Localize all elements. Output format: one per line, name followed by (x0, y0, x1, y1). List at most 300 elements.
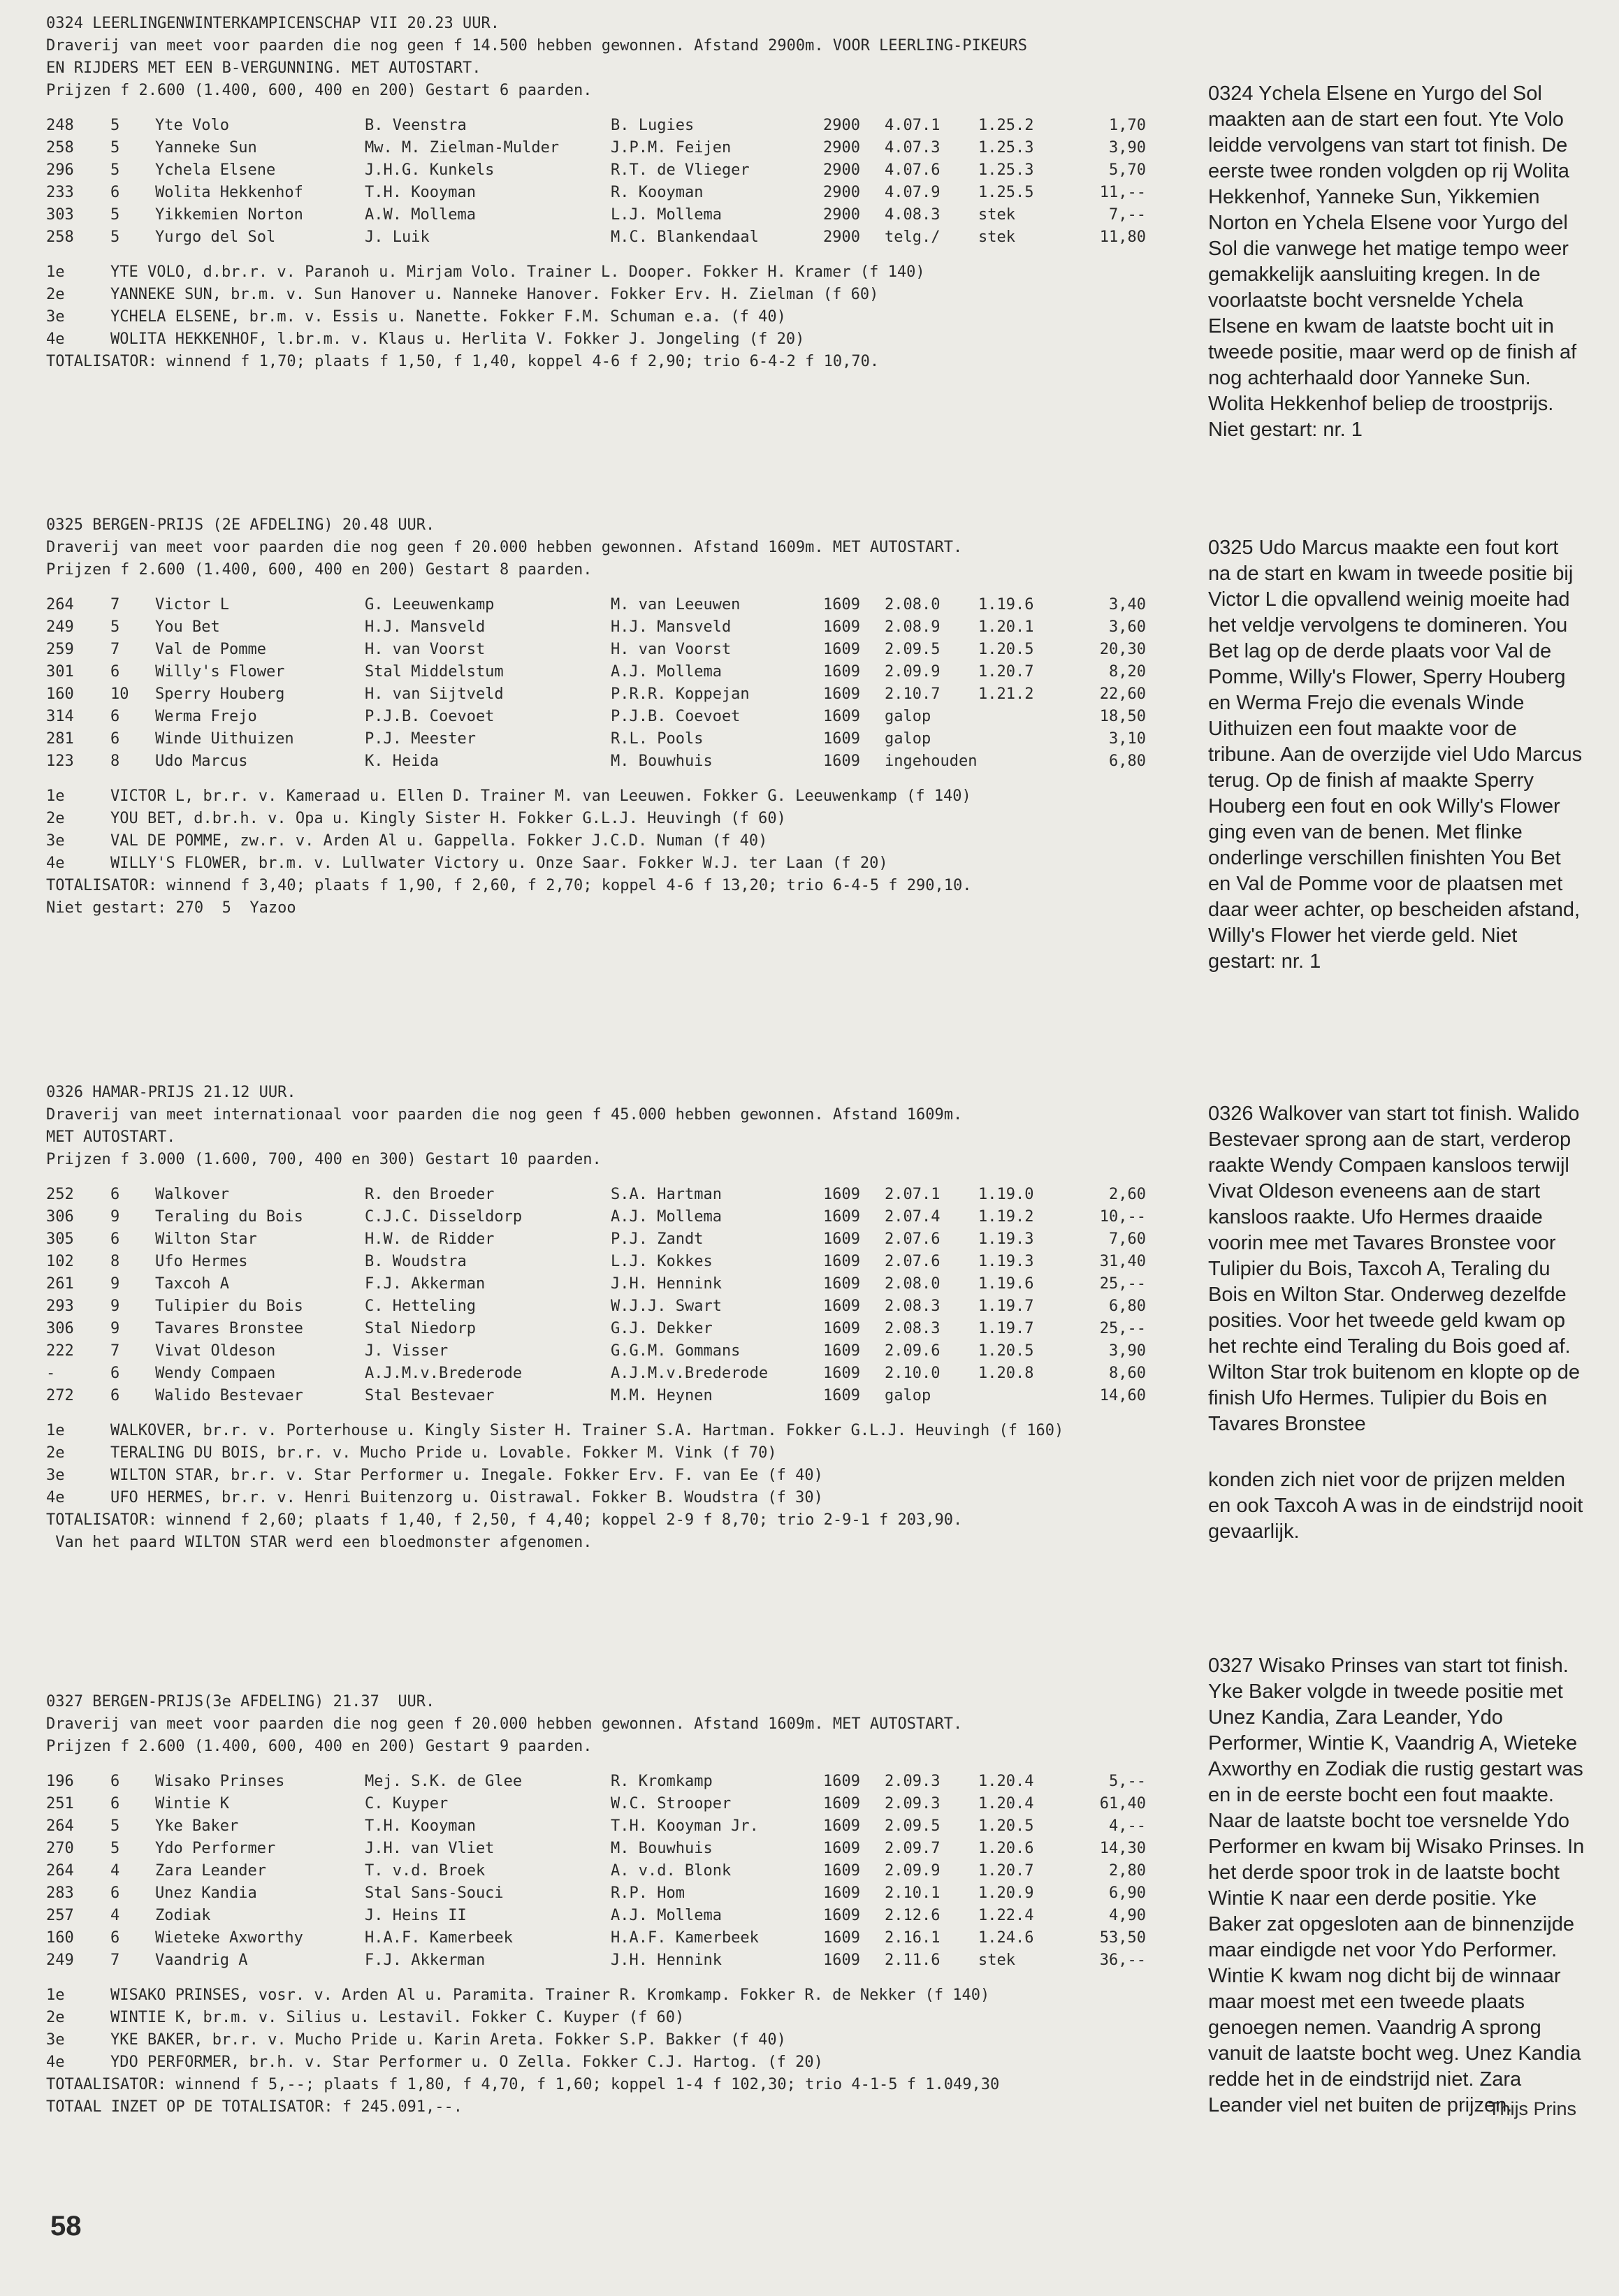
distance: 1609 (823, 1952, 860, 1969)
distance: 1609 (823, 1862, 860, 1880)
finish-time: galop (885, 730, 931, 748)
race-condition-line: EN RIJDERS MET EEN B-VERGUNNING. MET AUTOSTART. (46, 59, 481, 77)
age: 10 (110, 685, 129, 703)
finish-time: 2.09.7 (885, 1840, 941, 1857)
horse-name: Winde Uithuizen (155, 730, 294, 748)
distance: 1609 (823, 1186, 860, 1203)
place-rank: 1e (46, 1986, 65, 2004)
place-description: WILLY'S FLOWER, br.m. v. Lullwater Victory u. Onze Saar. Fokker W.J. ter Laan (f 20) (110, 855, 888, 872)
placing-line (46, 830, 1220, 852)
start-number: 249 (46, 618, 74, 636)
distance: 2900 (823, 139, 860, 157)
table-row (46, 1206, 1146, 1228)
place-rank: 3e (46, 308, 65, 326)
table-row (46, 1295, 1146, 1318)
payout: 14,30 (1099, 1840, 1146, 1857)
age: 9 (110, 1208, 120, 1226)
distance: 2900 (823, 117, 860, 134)
place-description: VAL DE POMME, zw.r. v. Arden Al u. Gappella. Fokker J.C.D. Numan (f 40) (110, 832, 768, 850)
place-rank: 4e (46, 330, 65, 348)
rider: R.T. de Vlieger (611, 161, 750, 179)
finish-time: 2.12.6 (885, 1907, 941, 1924)
finish-time: 2.07.4 (885, 1208, 941, 1226)
owner: T. v.d. Broek (365, 1862, 486, 1880)
age: 6 (110, 1795, 120, 1812)
start-number: 252 (46, 1186, 74, 1203)
place-description: UFO HERMES, br.r. v. Henri Buitenzorg u. Oistrawal. Fokker B. Woudstra (f 30) (110, 1489, 823, 1506)
payout: 5,-- (1109, 1773, 1146, 1790)
race-condition-line: Prijzen f 2.600 (1.400, 600, 400 en 200) Gestart 6 paarden. (46, 82, 593, 99)
owner: T.H. Kooyman (365, 184, 476, 201)
owner: J. Heins II (365, 1907, 467, 1924)
payout: 11,-- (1099, 184, 1146, 201)
placing-line (46, 1984, 1220, 2007)
km-time: 1.20.4 (978, 1773, 1034, 1790)
owner: P.J.B. Coevoet (365, 708, 495, 725)
payout: 8,20 (1109, 663, 1146, 681)
race-0325 (46, 514, 1220, 920)
distance: 1609 (823, 1387, 860, 1404)
age: 8 (110, 1253, 120, 1270)
finish-time: 2.08.3 (885, 1320, 941, 1337)
owner: J.H. van Vliet (365, 1840, 495, 1857)
age: 5 (110, 117, 120, 134)
owner: P.J. Meester (365, 730, 476, 748)
distance: 2900 (823, 161, 860, 179)
rider: J.P.M. Feijen (611, 139, 732, 157)
horse-name: Vivat Oldeson (155, 1342, 276, 1360)
start-number: - (46, 1365, 56, 1382)
owner: J. Luik (365, 228, 430, 246)
placings (46, 1420, 1220, 1554)
age: 6 (110, 730, 120, 748)
start-number: 102 (46, 1253, 74, 1270)
race-condition-line: Draverij van meet voor paarden die nog geen f 14.500 hebben gewonnen. Afstand 2900m. VOOR LEERLING-PIKEURS (46, 37, 1027, 55)
placing-line (46, 1487, 1220, 1509)
km-time: 1.25.5 (978, 184, 1034, 201)
place-description: VICTOR L, br.r. v. Kameraad u. Ellen D. Trainer M. van Leeuwen. Fokker G. Leeuwenkamp (f 140) (110, 787, 971, 805)
rider: R. Kooyman (611, 184, 704, 201)
payout: 11,80 (1099, 228, 1146, 246)
table-row (46, 1882, 1146, 1905)
place-description: YANNEKE SUN, br.m. v. Sun Hanover u. Nanneke Hanover. Fokker Erv. H. Zielman (f 60) (110, 286, 879, 303)
race-condition-line: Draverij van meet internationaal voor paarden die nog geen f 45.000 hebben gewonnen. Afstand 1609m. (46, 1106, 963, 1124)
distance: 1609 (823, 1320, 860, 1337)
rider: L.J. Kokkes (611, 1253, 713, 1270)
placing-line (46, 328, 1220, 351)
horse-name: Walkover (155, 1186, 229, 1203)
rider: W.J.J. Swart (611, 1298, 722, 1315)
km-time: 1.20.4 (978, 1795, 1034, 1812)
report-text: 0325 Udo Marcus maakte een fout kort na de start en kwam in tweede positie bij Victor L die opvallend weinig moeite had het veldje vervolgens te domineren. You Bet lag op de derde plaats voor Val de Pomme, Willy's Flower, Sperry Houberg en Werma Frejo die evenals Winde Uithuizen een fout maakte voor de tribune. Aan de overzijde viel Udo Marcus terug. Op de finish af maakte Sperry Houberg een fout en ook Willy's Flower ging even van de benen. Met flinke onderlinge verschillen finishten You Bet en Val de Pomme voor de plaatsen met daar weer achter, op bescheiden afstand, Willy's Flower het vierde geld. Niet gestart: nr. 1 (1208, 537, 1583, 973)
start-number: 261 (46, 1275, 74, 1293)
start-number: 301 (46, 663, 74, 681)
km-time: 1.20.6 (978, 1840, 1034, 1857)
race-0327 (46, 1691, 1220, 2119)
place-rank: 1e (46, 787, 65, 805)
start-number: 160 (46, 1929, 74, 1947)
rider: R. Kromkamp (611, 1773, 713, 1790)
placings (46, 785, 1220, 920)
horse-name: You Bet (155, 618, 220, 636)
page-number: 58 (50, 2211, 82, 2241)
table-row (46, 1949, 1146, 1972)
race-title: 0324 LEERLINGENWINTERKAMPICENSCHAP VII 20.23 UUR. (46, 15, 500, 32)
km-time (978, 750, 1062, 773)
place-rank: 2e (46, 810, 65, 827)
placing-line (46, 785, 1220, 808)
distance: 1609 (823, 663, 860, 681)
race-report-0324 (1208, 81, 1585, 443)
distance: 2900 (823, 184, 860, 201)
km-time: 1.22.4 (978, 1907, 1034, 1924)
owner: J.H.G. Kunkels (365, 161, 495, 179)
rider: M. Bouwhuis (611, 1840, 713, 1857)
horse-name: Wendy Compaen (155, 1365, 276, 1382)
table-row (46, 1905, 1146, 1927)
race-0324 (46, 13, 1220, 373)
rider: S.A. Hartman (611, 1186, 722, 1203)
start-number: 248 (46, 117, 74, 134)
owner: Mw. M. Zielman-Mulder (365, 139, 560, 157)
payout: 3,40 (1109, 596, 1146, 613)
horse-name: Taxcoh A (155, 1275, 229, 1293)
distance: 1609 (823, 596, 860, 613)
start-number: 281 (46, 730, 74, 748)
distance: 1609 (823, 1298, 860, 1315)
distance: 1609 (823, 1275, 860, 1293)
payout: 3,90 (1109, 1342, 1146, 1360)
payout: 3,60 (1109, 618, 1146, 636)
horse-name: Yikkemien Norton (155, 206, 303, 224)
horse-name: Zodiak (155, 1907, 211, 1924)
distance: 1609 (823, 685, 860, 703)
finish-time: 2.10.1 (885, 1884, 941, 1902)
owner: C. Kuyper (365, 1795, 449, 1812)
km-time (978, 1385, 1062, 1407)
race-header (46, 13, 1220, 102)
placings (46, 1984, 1220, 2119)
race-condition-line: Draverij van meet voor paarden die nog geen f 20.000 hebben gewonnen. Afstand 1609m. MET AUTOSTART. (46, 1715, 963, 1733)
age: 6 (110, 1929, 120, 1947)
finish-time: 2.09.3 (885, 1773, 941, 1790)
race-header (46, 1691, 1220, 1758)
km-time: 1.20.1 (978, 618, 1034, 636)
table-row (46, 1927, 1146, 1949)
payout: 31,40 (1099, 1253, 1146, 1270)
owner: R. den Broeder (365, 1186, 495, 1203)
km-time: 1.19.7 (978, 1298, 1034, 1315)
horse-name: Yanneke Sun (155, 139, 257, 157)
owner: B. Woudstra (365, 1253, 467, 1270)
horse-name: Ychela Elsene (155, 161, 276, 179)
age: 5 (110, 139, 120, 157)
rider: W.C. Strooper (611, 1795, 732, 1812)
rider: G.J. Dekker (611, 1320, 713, 1337)
finish-time: 4.07.6 (885, 161, 941, 179)
payout: 61,40 (1099, 1795, 1146, 1812)
place-description: WALKOVER, br.r. v. Porterhouse u. Kingly Sister H. Trainer S.A. Hartman. Fokker G.L.J. Heuvingh (f 160) (110, 1422, 1064, 1439)
rider: G.G.M. Gommans (611, 1342, 741, 1360)
payout: 6,80 (1109, 1298, 1146, 1315)
table-row (46, 1363, 1146, 1385)
start-number: 293 (46, 1298, 74, 1315)
report-text: 0326 Walkover van start tot finish. Walido Bestevaer sprong aan de start, verderop raakte Wendy Compaen kansloos terwijl Vivat Oldeson eveneens aan de start kansloos raakte. Ufo Hermes draaide voorin mee met Tavares Bronstee voor Tulipier du Bois, Taxcoh A, Teraling du Bois en Wilton Star. Onderweg dezelfde posities. Voor het tweede geld kwam op het rechte eind Teraling du Bois goed af. Wilton Star trok buitenom en klopte op de finish Ufo Hermes. Tulipier du Bois en Tavares Bronstee (1208, 1103, 1580, 1435)
rider: J.H. Hennink (611, 1275, 722, 1293)
owner: F.J. Akkerman (365, 1952, 486, 1969)
horse-name: Wieteke Axworthy (155, 1929, 303, 1947)
age: 6 (110, 1387, 120, 1404)
horse-name: Vaandrig A (155, 1952, 248, 1969)
finish-time: 2.07.1 (885, 1186, 941, 1203)
km-time: 1.19.2 (978, 1208, 1034, 1226)
place-rank: 4e (46, 1489, 65, 1506)
age: 6 (110, 1884, 120, 1902)
payout: 4,-- (1109, 1817, 1146, 1835)
start-number: 249 (46, 1952, 74, 1969)
distance: 1609 (823, 1253, 860, 1270)
horse-name: Walido Bestevaer (155, 1387, 303, 1404)
age: 6 (110, 1230, 120, 1248)
payout: 18,50 (1099, 708, 1146, 725)
km-time: 1.19.6 (978, 1275, 1034, 1293)
age: 5 (110, 206, 120, 224)
payout: 3,90 (1109, 139, 1146, 157)
horse-name: Victor L (155, 596, 229, 613)
age: 6 (110, 1365, 120, 1382)
table-row (46, 115, 1146, 137)
age: 5 (110, 228, 120, 246)
km-time: 1.21.2 (978, 685, 1034, 703)
finish-time: 2.11.6 (885, 1952, 941, 1969)
rider: R.L. Pools (611, 730, 704, 748)
distance: 1609 (823, 1884, 860, 1902)
start-number: 233 (46, 184, 74, 201)
place-description: YOU BET, d.br.h. v. Opa u. Kingly Sister H. Fokker G.L.J. Heuvingh (f 60) (110, 810, 786, 827)
payout: 6,90 (1109, 1884, 1146, 1902)
start-number: 160 (46, 685, 74, 703)
placing-line (46, 306, 1220, 328)
results-table (46, 1771, 1146, 1972)
distance: 1609 (823, 641, 860, 658)
finish-time: 2.10.0 (885, 1365, 941, 1382)
finish-time: 2.09.5 (885, 1817, 941, 1835)
age: 9 (110, 1275, 120, 1293)
horse-name: Wolita Hekkenhof (155, 184, 303, 201)
table-row (46, 204, 1146, 226)
age: 4 (110, 1907, 120, 1924)
payout: 2,60 (1109, 1186, 1146, 1203)
distance: 1609 (823, 1907, 860, 1924)
finish-time: telg./ (885, 228, 941, 246)
table-row (46, 1228, 1146, 1251)
totalisator-line: TOTALISATOR: winnend f 3,40; plaats f 1,90, f 2,60, f 2,70; koppel 4-6 f 13,20; trio 6-4-5 f 290,10. (46, 877, 972, 894)
race-note: TOTAAL INZET OP DE TOTALISATOR: f 245.091,--. (46, 2098, 463, 2116)
place-rank: 3e (46, 2031, 65, 2049)
results-table (46, 115, 1146, 249)
age: 5 (110, 1840, 120, 1857)
start-number: 296 (46, 161, 74, 179)
km-time (978, 728, 1062, 750)
km-time: 1.25.3 (978, 161, 1034, 179)
payout: 3,10 (1109, 730, 1146, 748)
place-description: YDO PERFORMER, br.h. v. Star Performer u. O Zella. Fokker C.J. Hartog. (f 20) (110, 2054, 823, 2071)
start-number: 306 (46, 1320, 74, 1337)
start-number: 283 (46, 1884, 74, 1902)
race-title: 0325 BERGEN-PRIJS (2E AFDELING) 20.48 UUR. (46, 516, 435, 534)
race-condition-line: Prijzen f 2.600 (1.400, 600, 400 en 200) Gestart 9 paarden. (46, 1738, 593, 1755)
km-time: 1.20.7 (978, 1862, 1034, 1880)
rider: A.J.M.v.Brederode (611, 1365, 769, 1382)
author-signature: Thijs Prins (1488, 2098, 1577, 2119)
finish-time: 2.09.9 (885, 1862, 941, 1880)
distance: 1609 (823, 708, 860, 725)
age: 7 (110, 641, 120, 658)
start-number: 258 (46, 228, 74, 246)
horse-name: Val de Pomme (155, 641, 266, 658)
start-number: 306 (46, 1208, 74, 1226)
payout: 25,-- (1099, 1320, 1146, 1337)
table-row (46, 159, 1146, 182)
owner: T.H. Kooyman (365, 1817, 476, 1835)
owner: Stal Middelstum (365, 663, 504, 681)
km-time: 1.20.5 (978, 1342, 1034, 1360)
horse-name: Wintie K (155, 1795, 229, 1812)
placing-line (46, 284, 1220, 306)
rider: B. Lugies (611, 117, 695, 134)
totalisator-line: TOTALISATOR: winnend f 2,60; plaats f 1,40, f 2,50, f 4,40; koppel 2-9 f 8,70; trio 2-9-1 f 203,90. (46, 1511, 963, 1529)
placing-line (46, 261, 1220, 284)
distance: 1609 (823, 730, 860, 748)
start-number: 270 (46, 1840, 74, 1857)
distance: 1609 (823, 1365, 860, 1382)
rider: J.H. Hennink (611, 1952, 722, 1969)
payout: 5,70 (1109, 161, 1146, 179)
rider: T.H. Kooyman Jr. (611, 1817, 759, 1835)
table-row (46, 706, 1146, 728)
placing-line (46, 2007, 1220, 2029)
start-number: 222 (46, 1342, 74, 1360)
km-time: stek (978, 228, 1015, 246)
table-row (46, 1184, 1146, 1206)
finish-time: galop (885, 708, 931, 725)
horse-name: Zara Leander (155, 1862, 266, 1880)
rider: M.M. Heynen (611, 1387, 713, 1404)
distance: 1609 (823, 1929, 860, 1947)
km-time: 1.24.6 (978, 1929, 1034, 1947)
table-row (46, 728, 1146, 750)
km-time: 1.19.3 (978, 1253, 1034, 1270)
owner: H.A.F. Kamerbeek (365, 1929, 513, 1947)
place-rank: 2e (46, 1444, 65, 1462)
finish-time: 4.08.3 (885, 206, 941, 224)
start-number: 259 (46, 641, 74, 658)
finish-time: 2.08.3 (885, 1298, 941, 1315)
table-row (46, 182, 1146, 204)
km-time: 1.20.5 (978, 641, 1034, 658)
start-number: 123 (46, 753, 74, 770)
rider: R.P. Hom (611, 1884, 685, 1902)
place-rank: 4e (46, 855, 65, 872)
horse-name: Teraling du Bois (155, 1208, 303, 1226)
distance: 2900 (823, 206, 860, 224)
finish-time: 2.08.9 (885, 618, 941, 636)
placing-line (46, 852, 1220, 875)
age: 6 (110, 184, 120, 201)
distance: 1609 (823, 1208, 860, 1226)
start-number: 305 (46, 1230, 74, 1248)
place-description: WOLITA HEKKENHOF, l.br.m. v. Klaus u. Herlita V. Fokker J. Jongeling (f 20) (110, 330, 805, 348)
km-time: 1.19.7 (978, 1320, 1034, 1337)
owner: H.J. Mansveld (365, 618, 486, 636)
finish-time: 2.07.6 (885, 1230, 941, 1248)
payout: 1,70 (1109, 117, 1146, 134)
payout: 2,80 (1109, 1862, 1146, 1880)
rider: L.J. Mollema (611, 206, 722, 224)
place-rank: 1e (46, 263, 65, 281)
race-title: 0327 BERGEN-PRIJS(3e AFDELING) 21.37 UUR. (46, 1693, 435, 1710)
owner: K. Heida (365, 753, 439, 770)
report-text: 0327 Wisako Prinses van start tot finish. Yke Baker volgde in tweede positie met Unez Kandia, Zara Leander, Ydo Performer, Wintie K, Vaandrig A, Wieteke Axworthy en Zodiak die rustig gestart was en in de eerste bocht een fout maakte. Naar de laatste bocht toe versnelde Ydo Performer en kwam bij Wisako Prinses. In het derde spoor trok in de laatste bocht Wintie K naar een derde positie. Yke Baker zat opgesloten aan de binnenzijde maar eindigde net voor Ydo Performer. Wintie K kwam nog dicht bij de winnaar maar moest met een tweede plaats genoegen nemen. Vaandrig A sprong vanuit de laatste bocht weg. Unez Kandia redde het in de eindstrijd niet. Zara Leander viel net buiten de prijzen. (1208, 1655, 1585, 2116)
owner: Stal Niedorp (365, 1320, 476, 1337)
race-condition-line: Prijzen f 2.600 (1.400, 600, 400 en 200) Gestart 8 paarden. (46, 561, 593, 579)
payout: 20,30 (1099, 641, 1146, 658)
owner: H.W. de Ridder (365, 1230, 495, 1248)
finish-time: 2.07.6 (885, 1253, 941, 1270)
payout: 4,90 (1109, 1907, 1146, 1924)
horse-name: Unez Kandia (155, 1884, 257, 1902)
finish-time: 2.16.1 (885, 1929, 941, 1947)
rider: P.J.B. Coevoet (611, 708, 741, 725)
rider: A.J. Mollema (611, 663, 722, 681)
placing-line (46, 1465, 1220, 1487)
placing-line (46, 1442, 1220, 1465)
finish-time: 2.09.6 (885, 1342, 941, 1360)
placing-line (46, 2051, 1220, 2074)
place-rank: 4e (46, 2054, 65, 2071)
table-row (46, 639, 1146, 661)
place-description: WILTON STAR, br.r. v. Star Performer u. Inegale. Fokker Erv. F. van Ee (f 40) (110, 1467, 823, 1484)
race-note: Niet gestart: 270 5 Yazoo (46, 899, 296, 917)
payout: 6,80 (1109, 753, 1146, 770)
place-rank: 2e (46, 286, 65, 303)
start-number: 264 (46, 1817, 74, 1835)
race-header (46, 1082, 1220, 1171)
km-time: 1.20.9 (978, 1884, 1034, 1902)
race-report-0326 (1208, 1101, 1585, 1437)
owner: J. Visser (365, 1342, 449, 1360)
place-description: YCHELA ELSENE, br.m. v. Essis u. Nanette. Fokker F.M. Schuman e.a. (f 40) (110, 308, 786, 326)
start-number: 258 (46, 139, 74, 157)
race-report-0325 (1208, 535, 1585, 975)
horse-name: Ydo Performer (155, 1840, 276, 1857)
place-rank: 2e (46, 2009, 65, 2026)
placing-line (46, 1420, 1220, 1442)
finish-time: galop (885, 1387, 931, 1404)
results-table (46, 1184, 1146, 1407)
rider: A.J. Mollema (611, 1907, 722, 1924)
payout: 14,60 (1099, 1387, 1146, 1404)
horse-name: Ufo Hermes (155, 1253, 248, 1270)
table-row (46, 661, 1146, 683)
finish-time: ingehouden (885, 753, 978, 770)
payout: 22,60 (1099, 685, 1146, 703)
finish-time: 2.08.0 (885, 596, 941, 613)
owner: H. van Sijtveld (365, 685, 504, 703)
finish-time: 2.08.0 (885, 1275, 941, 1293)
age: 6 (110, 708, 120, 725)
table-row (46, 1385, 1146, 1407)
